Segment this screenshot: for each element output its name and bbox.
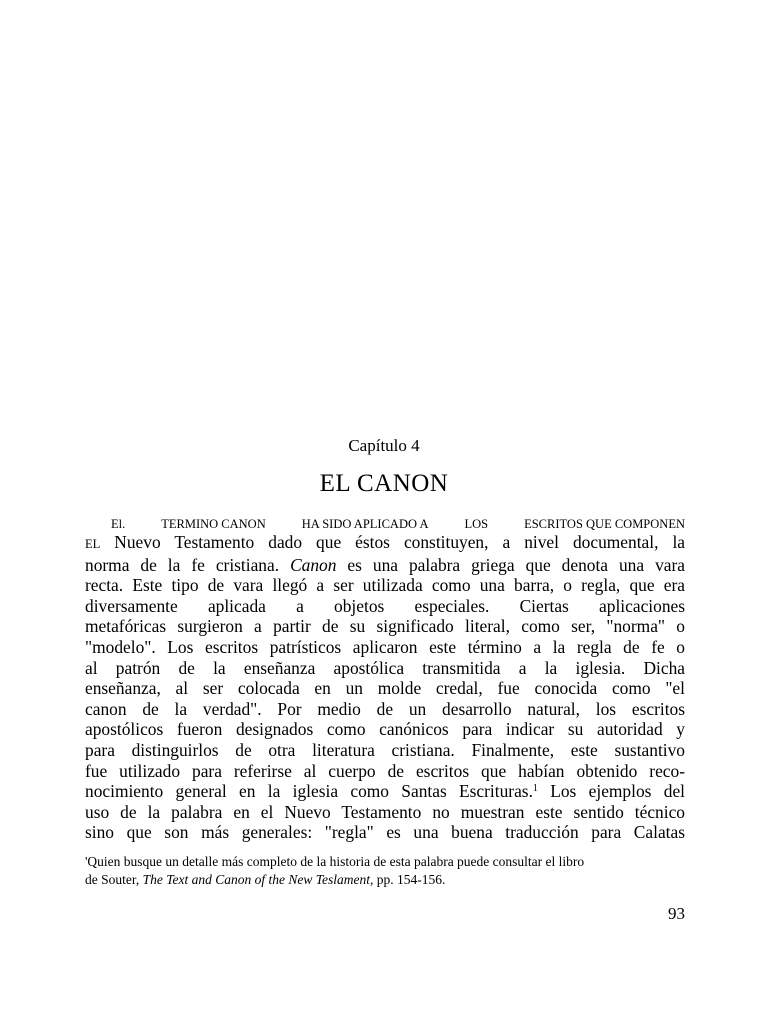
opening-smallcaps-line <box>85 516 685 532</box>
footnote-line: 'Quien busque un detalle más completo de la historia de esta palabra puede consultar el libro <box>85 854 585 869</box>
text-line: sino que son más generales: "regla" es una buena traducción para Calatas <box>85 822 685 843</box>
text-line: "modelo". Los escritos patrísticos aplicaron este término a la regla de fe o <box>85 636 685 657</box>
smallcaps-word: TERMINO CANON <box>161 517 266 531</box>
smallcaps-word: El. <box>111 517 126 531</box>
smallcaps-word: HA SIDO APLICADO A <box>301 517 429 531</box>
text-line: EL Nuevo Testamento dado que éstos constituyen, a nivel documental, la <box>85 532 685 552</box>
text-line: apostólicos fueron designados como canónicos para indicar su autoridad y <box>85 719 685 740</box>
footnote <box>85 853 685 889</box>
footnote-marker: 1 <box>532 783 538 795</box>
text-line: uso de la palabra en el Nuevo Testamento no muestran este sentido técnico <box>85 801 685 822</box>
text-line: nocimiento general en la iglesia como Santas Escrituras.$^1$ Los ejemplos del <box>85 781 685 802</box>
text-line: al patrón de la enseñanza apostólica transmitida a la iglesia. Dicha <box>85 657 685 678</box>
paragraph <box>85 532 685 843</box>
smallcaps-word: LOS <box>464 517 489 531</box>
chapter-title: EL CANON <box>319 470 449 497</box>
book-title: The Text and Canon of the New Teslament, <box>142 872 374 887</box>
lead-word: EL <box>85 537 101 551</box>
text-line: metafóricas surgieron a partir de su significado literal, como ser, "norma" o <box>85 616 685 637</box>
text-line: canon de la verdad". Por medio de un desarrollo natural, los escritos <box>85 698 685 719</box>
smallcaps-word: ESCRITOS QUE COMPONEN <box>524 517 685 531</box>
body-text <box>85 516 685 843</box>
text-line: diversamente aplicada a objetos especiales. Ciertas aplicaciones <box>85 595 685 616</box>
text-line: norma de la fe cristiana. Canon es una palabra griega que denota una vara <box>85 554 685 575</box>
italic-term: Canon <box>290 554 337 575</box>
text-line: para distinguirlos de otra literatura cristiana. Finalmente, este sustantivo <box>85 739 685 760</box>
page-number: 93 <box>668 904 685 923</box>
footnote-line: de Souter, The Text and Canon of the New Teslament, pp. 154-156. <box>85 872 446 887</box>
text-line: enseñanza, al ser colocada en un molde credal, fue conocida como "el <box>85 678 685 699</box>
text-line: recta. Este tipo de vara llegó a ser utilizada como una barra, o regla, que era <box>85 575 685 596</box>
text-line: fue utilizado para referirse al cuerpo de escritos que habían obtenido reco- <box>85 760 685 781</box>
chapter-label: Capítulo 4 <box>348 436 420 455</box>
